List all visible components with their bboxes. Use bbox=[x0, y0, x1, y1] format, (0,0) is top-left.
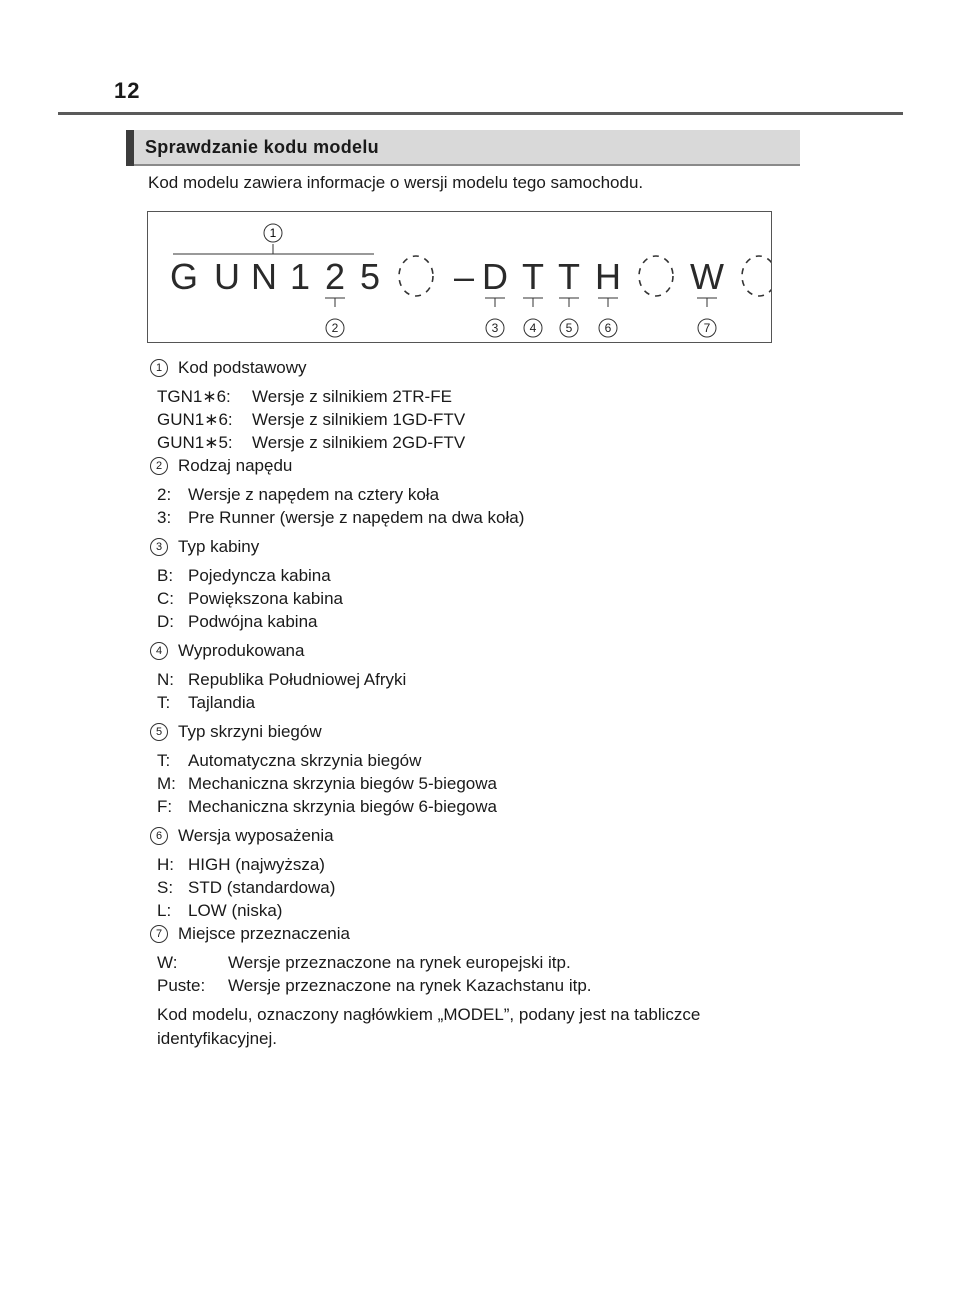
marker-3: 3 bbox=[491, 321, 499, 335]
page-number: 12 bbox=[114, 78, 141, 103]
list-item: C: Powiększona kabina bbox=[157, 589, 343, 608]
blank-placeholder bbox=[399, 256, 433, 296]
code-char: 2 bbox=[324, 256, 346, 297]
legend-group-origin bbox=[150, 639, 790, 714]
list-item: S: STD (standardowa) bbox=[157, 878, 336, 897]
marker-2: 2 bbox=[331, 321, 339, 335]
section-title: Sprawdzanie kodu modelu bbox=[145, 137, 379, 157]
code-char: T bbox=[522, 256, 544, 297]
legend-title: Typ kabiny bbox=[178, 537, 260, 556]
list-item: 3: Pre Runner (wersje z napędem na dwa koła) bbox=[157, 508, 525, 527]
legend-group-cab bbox=[150, 535, 790, 633]
legend-group-base-code bbox=[150, 356, 790, 454]
intro-text: Kod modelu zawiera informacje o wersji modelu tego samochodu. bbox=[148, 173, 644, 192]
blank-placeholder bbox=[742, 256, 771, 296]
legend-number: 4 bbox=[150, 642, 168, 660]
list-item: 2: Wersje z napędem na cztery koła bbox=[157, 485, 440, 504]
list-item: F: Mechaniczna skrzynia biegów 6-biegowa bbox=[157, 797, 497, 816]
legend-content bbox=[150, 356, 790, 1051]
list-item: B: Pojedyncza kabina bbox=[157, 566, 331, 585]
legend-group-transmission bbox=[150, 720, 790, 818]
legend-title: Kod podstawowy bbox=[178, 358, 307, 377]
legend-group-drive bbox=[150, 454, 790, 529]
list-item: T: Tajlandia bbox=[157, 693, 256, 712]
code-char: N bbox=[251, 256, 277, 297]
legend-number: 1 bbox=[150, 359, 168, 377]
marker-6: 6 bbox=[604, 321, 612, 335]
code-char: – bbox=[453, 256, 475, 297]
list-item: L: LOW (niska) bbox=[157, 901, 283, 920]
marker-5: 5 bbox=[565, 321, 573, 335]
code-char: U bbox=[214, 256, 240, 297]
list-item: TGN1∗6: Wersje z silnikiem 2TR-FE bbox=[157, 387, 452, 406]
footnote-text: Kod modelu, oznaczony nagłówkiem „MODEL”, podany jest na tabliczce identyfikacyjnej. bbox=[157, 1005, 701, 1048]
legend-number: 5 bbox=[150, 723, 168, 741]
legend-title: Typ skrzyni biegów bbox=[178, 722, 322, 741]
list-item: T: Automatyczna skrzynia biegów bbox=[157, 751, 422, 770]
list-item: D: Podwójna kabina bbox=[157, 612, 318, 631]
list-item: H: HIGH (najwyższa) bbox=[157, 855, 325, 874]
legend-number: 6 bbox=[150, 827, 168, 845]
legend-title: Rodzaj napędu bbox=[178, 456, 293, 475]
list-item: Puste: Wersje przeznaczone na rynek Kazachstanu itp. bbox=[157, 976, 592, 995]
marker-4: 4 bbox=[529, 321, 537, 335]
marker-7: 7 bbox=[703, 321, 711, 335]
legend-group-destination bbox=[150, 922, 790, 997]
legend-number: 7 bbox=[150, 925, 168, 943]
list-item: W: Wersje przeznaczone na rynek europejski itp. bbox=[157, 953, 571, 972]
code-char: T bbox=[558, 256, 580, 297]
section-header-bar bbox=[126, 130, 134, 166]
list-item: GUN1∗5: Wersje z silnikiem 2GD-FTV bbox=[157, 433, 466, 452]
code-char: W bbox=[690, 256, 724, 297]
list-item: N: Republika Południowej Afryki bbox=[157, 670, 407, 689]
code-char: 1 bbox=[289, 256, 311, 297]
code-char: 5 bbox=[359, 256, 381, 297]
code-char: H bbox=[595, 256, 621, 297]
blank-placeholder bbox=[639, 256, 673, 296]
legend-group-equipment bbox=[150, 824, 790, 922]
section-header bbox=[126, 130, 800, 166]
list-item: GUN1∗6: Wersje z silnikiem 1GD-FTV bbox=[157, 410, 466, 429]
list-item: M: Mechaniczna skrzynia biegów 5-biegowa bbox=[157, 774, 497, 793]
legend-number: 2 bbox=[150, 457, 168, 475]
legend-number: 3 bbox=[150, 538, 168, 556]
model-code-diagram bbox=[147, 211, 772, 343]
legend-title: Wyprodukowana bbox=[178, 641, 305, 660]
top-divider bbox=[58, 112, 903, 115]
legend-title: Miejsce przeznaczenia bbox=[178, 924, 350, 943]
code-char: G bbox=[169, 256, 199, 297]
marker-1: 1 bbox=[269, 226, 277, 240]
code-char: D bbox=[482, 256, 508, 297]
legend-title: Wersja wyposażenia bbox=[178, 826, 334, 845]
